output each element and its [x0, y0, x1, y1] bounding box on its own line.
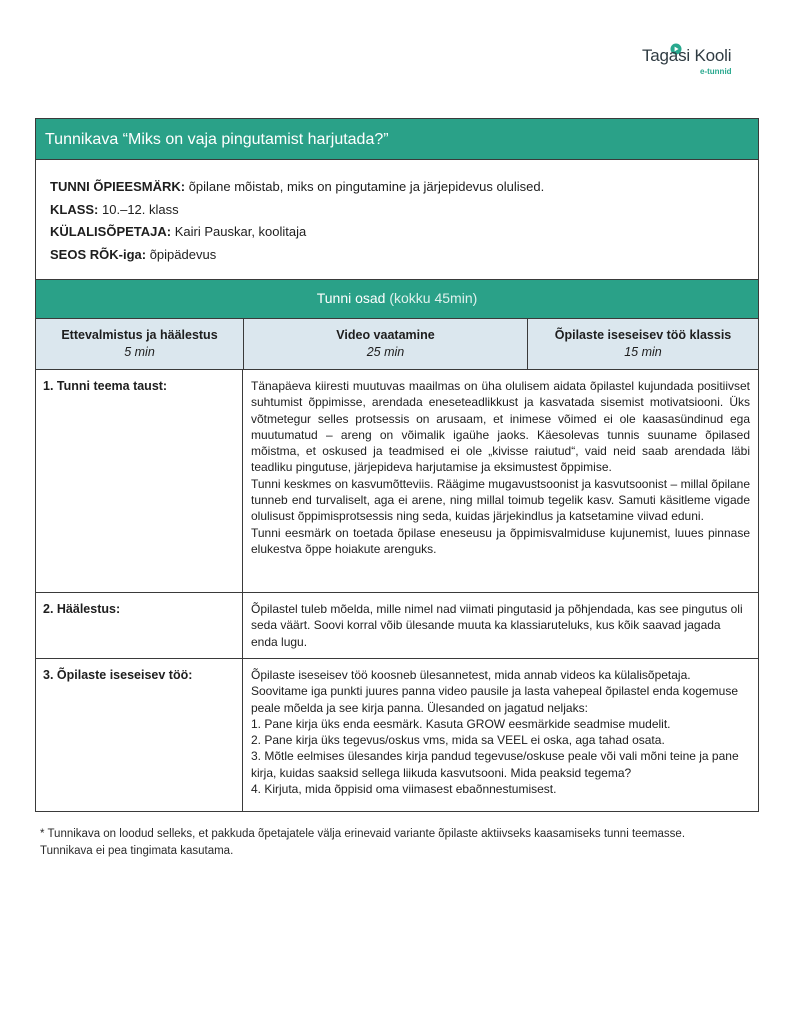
curriculum-value: õpipädevus — [149, 246, 217, 262]
curriculum-line — [50, 244, 758, 267]
goal-label: TUNNI ÕPIEESMÄRK: — [50, 179, 186, 194]
goal-value: õpilane mõistab, miks on pingutamine ja järjepidevus olulised. — [188, 179, 545, 194]
section-paragraph: Tunni keskmes on kasvumõtteviis. Räägime mugavustsoonist ja kasvutsoonist – millal õpilane tunneb end turvaliselt, aga ei arene, ning millal toimub tegelik kasv. Samuti käsitleme vigade olulisust õppimisprotsessis ning seda, kuidas järjekindlus ja katsetamine viivad eduni. — [251, 476, 750, 524]
section-independent-work — [35, 659, 759, 812]
phase-name: Video vaatamine — [336, 328, 435, 342]
teacher-value: Kairi Pauskar, koolitaja — [174, 224, 307, 239]
logo-subtitle: e-tunnid — [700, 67, 732, 76]
phase-video — [243, 319, 527, 369]
section-warmup — [35, 593, 759, 659]
phase-duration: 25 min — [366, 345, 405, 359]
task-item: 1. Pane kirja üks enda eesmärk. Kasuta GROW eesmärkide seadmise mudelit. — [251, 716, 671, 731]
section-label: 1. Tunni teema taust: — [36, 370, 243, 592]
logo-name: Tagasi Kooli — [642, 46, 732, 65]
footnote: * Tunnikava on loodud selleks, et pakkuda õpetajatele välja erinevaid variante õpilaste aktiivseks kaasamiseks tunni teemasse. Tunnikava ei pea tingimata kasutama. — [40, 828, 686, 857]
section-paragraph: Tänapäeva kiiresti muutuvas maailmas on üha olulisem aidata õpilastel kujundada positiivset suhtumist õppimisse, arendada eneseteadlikkust ja kasvatada sisemist motivatsiooni. Üks võtmetegur selles protsessis on arusaam, et inimese võimed ei ole kaasasündinud ega muutumatud – areng on võimalik igaühe jaoks. Käesolevas tunnis suuname õpilased mõistma, et oskused ja teadmised ei ole „kivisse raiutud“, vaid neid saab arendada läbi teadliku pingutuse, järjepideva harjutamise ja eksimustest õppimise. — [251, 379, 750, 475]
logo — [642, 42, 752, 82]
section-label: 3. Õpilaste iseseisev töö: — [36, 659, 243, 811]
parts-total: (kokku 45min) — [389, 290, 478, 306]
phase-name: Ettevalmistus ja häälestus — [61, 328, 218, 342]
section-content — [243, 593, 758, 658]
section-paragraph: Õpilastel tuleb mõelda, mille nimel nad viimati pingutasid ja põhjendada, kas see pingutus oli seda väärt. Soovi korral võib ülesande muuta ka klassiaruteluks, kus kõik saavad jagada enda lugu. — [251, 602, 743, 649]
teacher-line — [50, 221, 758, 244]
phase-preparation — [36, 319, 243, 369]
task-item: 4. Kirjuta, mida õppisid oma viimasest ebaõnnestumisest. — [251, 782, 557, 797]
class-value: 10.–12. klass — [102, 201, 179, 217]
parts-label: Tunni osad — [316, 290, 386, 306]
lesson-info — [35, 160, 759, 280]
class-line — [50, 199, 758, 222]
phase-independent-work — [527, 319, 758, 369]
curriculum-label: SEOS RÕK-iga: — [50, 246, 147, 262]
section-background — [35, 370, 759, 593]
section-content — [243, 370, 758, 592]
teacher-label: KÜLALISÕPETAJA: — [50, 224, 172, 239]
phase-duration: 5 min — [124, 345, 155, 359]
section-paragraph: Tunni eesmärk on toetada õpilase eneseusu ja õppimisvalmiduse kujunemist, luues pinnase elukestva õppe hoiakute arenguks. — [251, 525, 750, 556]
phase-name: Õpilaste iseseisev töö klassis — [554, 328, 732, 342]
phase-duration: 15 min — [624, 345, 662, 359]
phases-row — [35, 318, 759, 370]
section-content — [243, 659, 758, 811]
task-item: 3. Mõtle eelmises ülesandes kirja pandud tegevuse/oskuse peale või vali mõni teine ja pane kirja, kuidas saaksid sellega liikuda kasvutsooni. Mida peaksid tegema? — [251, 749, 739, 780]
task-item: 2. Pane kirja üks tegevus/oskus vms, mida sa VEEL ei oska, aga tahad osata. — [251, 733, 665, 748]
class-label: KLASS: — [50, 201, 99, 217]
lesson-title-bar — [35, 118, 759, 160]
section-paragraph: Õpilaste iseseisev töö koosneb ülesannetest, mida annab videos ka külalisõpetaja. Soovitame iga punkti juures panna video pausile ja lasta vahepeal õpilastel enda kogemuse peale mõelda ja see kirja panna. Ülesanded on jagatud neljaks: — [251, 668, 738, 715]
section-label: 2. Häälestus: — [36, 593, 243, 658]
goal-line — [50, 176, 758, 199]
lesson-title: Tunnikava “Miks on vaja pingutamist harjutada?” — [45, 131, 389, 148]
lesson-parts-bar — [35, 279, 759, 319]
